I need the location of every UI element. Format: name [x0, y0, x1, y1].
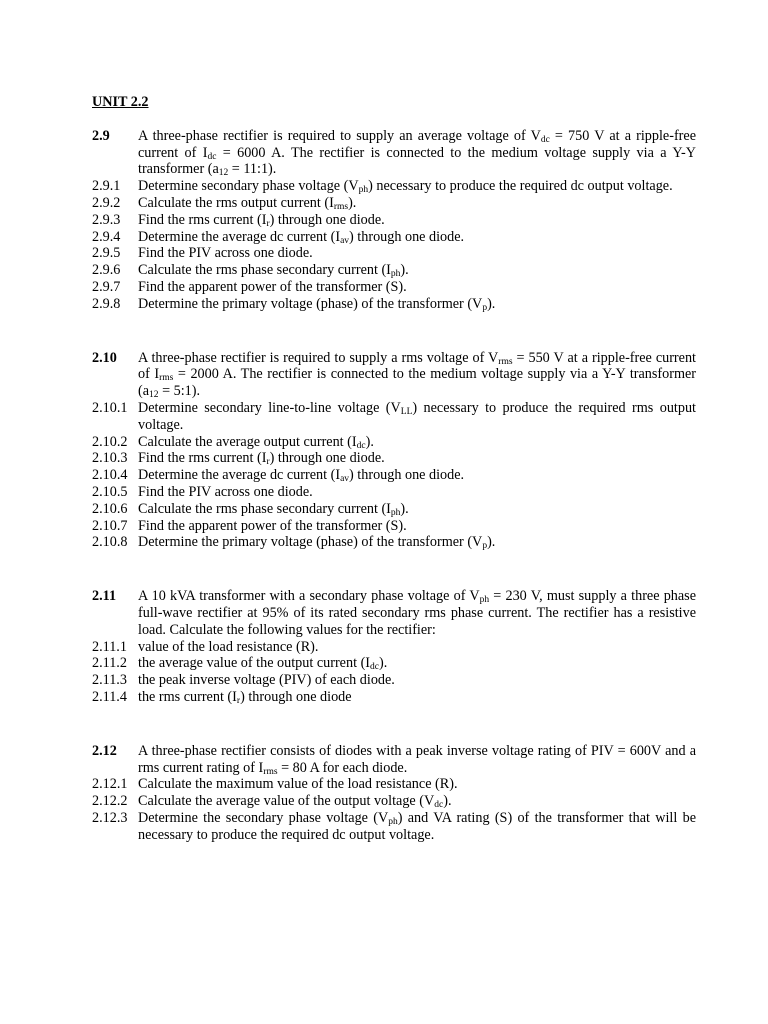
sub-question — [92, 689, 696, 706]
sub-question — [92, 178, 696, 195]
problem-text: A three-phase rectifier is required to supply a rms voltage of $V_{rms} = 550$ V at a ripple-free current of $I_{rms} = 2000$ A. The rectifier is connected to the medium voltage supply via a Y-Y transformer ($a_{12}$ = 5:1). — [138, 349, 696, 401]
sub-question-text: Calculate the rms phase secondary current $(I_{ph})$. — [138, 262, 409, 280]
document-page — [92, 94, 696, 880]
sub-question-text: Calculate the maximum value of the load resistance (R). — [138, 776, 458, 793]
problem-text: A 10 kVA transformer with a secondary phase voltage of $V_{ph} = 230$ V, must supply a three phase full-wave rectifier at 95% of its rated secondary rms phase current. The rectifier has a resistive load. Calculate the following values for the rectifier: — [138, 588, 697, 638]
sub-question — [92, 400, 696, 434]
sub-question-text: Determine the primary voltage (phase) of the transformer $(V_p)$. — [138, 295, 496, 313]
problem-number: 2.9 — [92, 127, 110, 144]
sub-question — [92, 534, 696, 551]
sub-question — [92, 195, 696, 212]
subscript: dc — [207, 151, 217, 162]
sub-question-text: Determine the average dc current $(I_{av})$ through one diode. — [138, 228, 465, 246]
sub-question-text: Find the rms current $(I_r)$ through one diode. — [138, 450, 385, 468]
subscript: ph — [390, 507, 401, 518]
sub-question-text: Calculate the rms phase secondary current $(I_{ph})$. — [138, 500, 409, 518]
problem-block — [92, 743, 696, 844]
problem-statement — [92, 350, 696, 400]
subscript: ph — [479, 595, 490, 606]
problem-block — [92, 128, 696, 313]
sub-question — [92, 793, 696, 810]
sub-question-text: Find the rms current $(I_r)$ through one diode. — [138, 211, 385, 229]
sub-question-text: the average value of the output current $(I_{dc})$. — [138, 655, 388, 673]
sub-question — [92, 639, 696, 656]
subscript: rms — [159, 373, 174, 384]
sub-question-number: 2.9.2 — [92, 194, 121, 211]
subscript: av — [340, 474, 350, 485]
sub-question-text: Determine secondary line-to-line voltage $(V_{LL})$ necessary to produce the required rms output voltage. — [138, 399, 696, 433]
sub-question-text: Calculate the average output current $(I_{dc})$. — [138, 433, 374, 451]
sub-question-number: 2.10.5 — [92, 483, 128, 500]
sub-question-text: the rms current $(I_r)$ through one diode — [138, 688, 352, 706]
subscript: dc — [434, 800, 444, 811]
sub-question-number: 2.10.2 — [92, 433, 128, 450]
problem-statement — [92, 128, 696, 178]
sub-question — [92, 518, 696, 535]
sub-question — [92, 501, 696, 518]
problem-number: 2.11 — [92, 588, 117, 605]
sub-question — [92, 229, 696, 246]
sub-question — [92, 434, 696, 451]
sub-question-text: Calculate the average value of the output voltage $(V_{dc})$. — [138, 793, 452, 811]
sub-question — [92, 279, 696, 296]
problem-statement — [92, 743, 696, 777]
subscript: p — [482, 302, 488, 313]
sub-question-number: 2.10.7 — [92, 517, 128, 534]
problem-text: A three-phase rectifier consists of diodes with a peak inverse voltage rating of PIV = 600V and a rms current rating of $I_{rms} = 80$ A for each diode. — [138, 742, 696, 777]
sub-question-number: 2.12.2 — [92, 793, 128, 810]
subscript: r — [236, 695, 241, 706]
sub-question — [92, 810, 696, 844]
sub-question-number: 2.11.1 — [92, 638, 127, 655]
sub-question-number: 2.10.3 — [92, 450, 128, 467]
sub-question-number: 2.10.4 — [92, 467, 128, 484]
sub-question — [92, 467, 696, 484]
subscript: 12 — [149, 390, 159, 401]
problem-list — [92, 128, 696, 844]
sub-question-text: value of the load resistance (R). — [138, 638, 319, 655]
sub-question-number: 2.11.4 — [92, 688, 127, 705]
sub-question-text: the peak inverse voltage (PIV) of each diode. — [138, 672, 395, 689]
sub-question-number: 2.10.6 — [92, 500, 128, 517]
sub-question-text: Determine the secondary phase voltage $(V_{ph})$ and VA rating (S) of the transformer that will be necessary to produce the required dc output voltage. — [138, 809, 696, 843]
sub-question — [92, 672, 696, 689]
sub-question — [92, 484, 696, 501]
sub-question — [92, 212, 696, 229]
subscript: dc — [540, 134, 550, 145]
sub-question-number: 2.9.3 — [92, 211, 121, 228]
sub-question-number: 2.10.8 — [92, 534, 128, 551]
problem-statement — [92, 588, 696, 638]
problem-block — [92, 350, 696, 552]
sub-question-number: 2.12.1 — [92, 776, 128, 793]
subscript: rms — [498, 356, 513, 367]
sub-question-number: 2.11.3 — [92, 672, 127, 689]
sub-question-number: 2.9.1 — [92, 178, 121, 195]
sub-question — [92, 245, 696, 262]
sub-question-text: Determine the primary voltage (phase) of the transformer $(V_p)$. — [138, 534, 496, 552]
sub-question-text: Find the apparent power of the transformer (S). — [138, 278, 407, 295]
sub-question-number: 2.9.7 — [92, 278, 121, 295]
sub-question-number: 2.11.2 — [92, 655, 127, 672]
sub-question-text: Find the apparent power of the transformer (S). — [138, 517, 407, 534]
problem-text: A three-phase rectifier is required to supply an average voltage of $V_{dc} = 750$ V at a ripple-free current of $I_{dc} = 6000$ A. The rectifier is connected to the medium voltage supply via a Y-Y transformer ($a_{12}$ = 11:1). — [138, 127, 696, 179]
subscript: ph — [358, 185, 369, 196]
problem-number: 2.12 — [92, 742, 117, 759]
sub-question-number: 2.10.1 — [92, 399, 128, 416]
subscript: dc — [370, 662, 379, 673]
sub-question-number: 2.9.6 — [92, 262, 121, 279]
subscript: dc — [356, 440, 366, 451]
unit-title: UNIT 2.2 — [92, 94, 149, 110]
sub-question-text: Determine the average dc current $(I_{av})$ through one diode. — [138, 467, 465, 485]
sub-question-number: 2.9.5 — [92, 245, 121, 262]
sub-question — [92, 450, 696, 467]
subscript: 12 — [218, 168, 229, 179]
problem-block — [92, 588, 696, 706]
sub-question — [92, 655, 696, 672]
sub-question-number: 2.9.4 — [92, 228, 121, 245]
subscript: p — [482, 541, 488, 552]
sub-question — [92, 296, 696, 313]
problem-number: 2.10 — [92, 349, 117, 366]
subscript: ph — [390, 269, 401, 280]
subscript: rms — [263, 766, 278, 777]
subscript: ph — [388, 816, 398, 827]
subscript: LL — [400, 406, 413, 417]
subscript: rms — [333, 201, 349, 212]
subscript: av — [340, 235, 350, 246]
sub-question-text: Find the PIV across one diode. — [138, 245, 313, 262]
sub-question-number: 2.12.3 — [92, 809, 128, 826]
subscript: r — [266, 218, 270, 229]
sub-question — [92, 262, 696, 279]
sub-question — [92, 776, 696, 793]
sub-question-text: Calculate the rms output current $(I_{rms})$. — [138, 194, 357, 212]
sub-question-text: Find the PIV across one diode. — [138, 483, 313, 500]
sub-question-text: Determine secondary phase voltage $(V_{ph})$ necessary to produce the required dc output voltage. — [138, 178, 673, 196]
subscript: r — [266, 457, 270, 468]
sub-question-number: 2.9.8 — [92, 295, 121, 312]
